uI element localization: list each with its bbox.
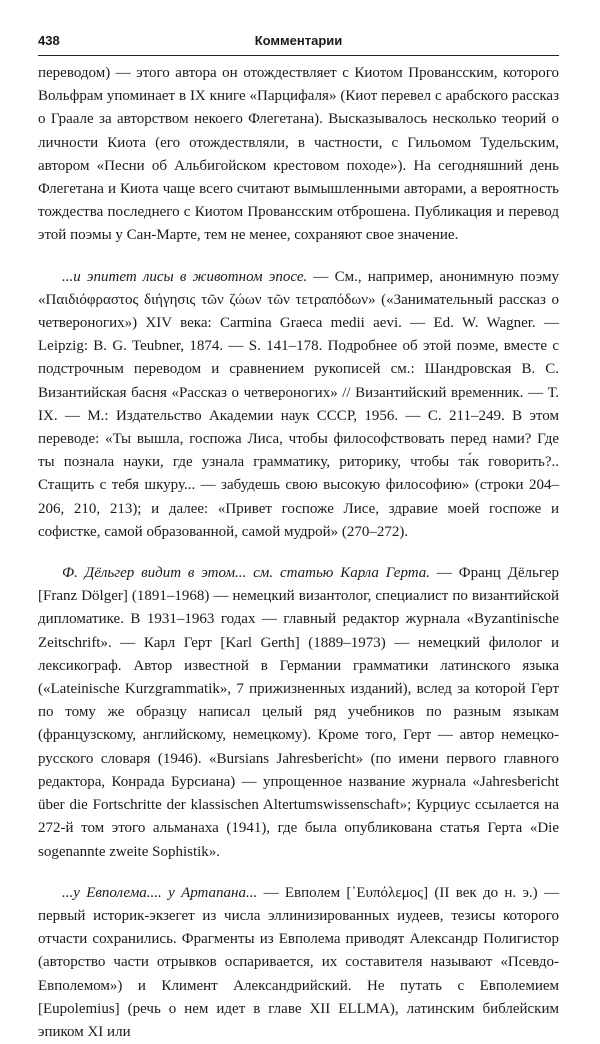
commentary-body xyxy=(38,62,559,1044)
paragraph-text: — Франц Дёльгер [Franz Dölger] (1891–1968) — немецкий византолог, специалист по византийской дипломатике. В 1931–1963 годах — главный редактор журнала «Byzantinische Zeitschrift». — Карл Герт [Karl Gerth] (1889–1973) — немецкий филолог и лексикограф. Автор известной в Германии грамматики латинского языка («Lateinische Kurzgrammatik», 7 прижизненных изданий), вслед за которой Герт по тому же образцу написал целый ряд учебников по разным языкам (французскому, английскому, немецкому). Кроме того, Герт — автор немецко-русского словаря (1946). «Bursians Jahresbericht» (по имени первого главного редактора, Конрада Бурсиана) — упрощенное название журнала «Jahresbericht über die Fortschritte der klassischen Altertumswissenschaft»; Курциус ссылается на 272-й том этого альманаха (1941), где была опубликована статья Герта «Die sogenannte zweite Sophistik». xyxy=(38,565,559,860)
paragraph-3 xyxy=(38,562,559,864)
paragraph-1 xyxy=(38,62,559,248)
header-divider xyxy=(38,55,559,56)
running-title: Комментарии xyxy=(254,33,343,48)
paragraph-text: переводом) — этого автора он отождествляет с Киотом Провансским, которого Вольфрам упоминает в IX книге «Парцифаля» (Киот перевел с арабского рассказ о Граале за авторством некоего Флегетана). Высказывалось несколько теорий о личности Киота (его отождествляли, в частности, с Гильомом Тудельским, автором «Песни об Альбигойском крестовом походе»). На сегодняшний день Флегетана и Киота чаще всего считают вымышленными авторами, а вероятность тождества последнего с Киотом Провансским отброшена. Публикация и перевод этой поэмы у Сан-Марте, тем не менее, сохраняют свое значение. xyxy=(38,65,559,244)
page-header xyxy=(38,33,559,55)
lemma: ...у Евполема.... у Артапана... xyxy=(62,884,258,901)
paragraph-text: — Евполем [᾽Ευπόλεμος] (II век до н. э.) — первый историк-экзегет из числа эллинизированных иудеев, тезисы которого отчасти сохранились. Фрагменты из Евполема приводят Александр Полигистор (авторство части отрывков оспаривается, их составителя называют «Псевдо-Евполемом») и Климент Александрийский. Не путать с Евполемием [Eupolemius] (речь о нем идет в главе XII ELLMA), латинским библейским эпиком XI или xyxy=(38,884,559,1040)
paragraph-2 xyxy=(38,266,559,544)
lemma: Ф. Дёльгер видит в этом... см. статью Карла Герта. xyxy=(62,565,431,582)
page-number: 438 xyxy=(38,33,60,48)
paragraph-4 xyxy=(38,882,559,1044)
lemma: ...и эпитет лисы в животном эпосе. xyxy=(62,268,308,285)
paragraph-text: — См., например, анонимную поэму «Παιδιόφραστος διήγησις τῶν ζώων τῶν τετραπόδων» («Занимательный рассказ о четвероногих») XIV века: Carmina Graeca medii aevi. — Ed. W. Wagner. — Leipzig: B. G. Teubner, 1874. — S. 141–178. Подробнее об этой поэме, вместе с подстрочным переводом и сравнением рукописей см.: Шандровская В. С. Византийская басня «Рассказ о четвероногих» // Византийский временник. — Т. IX. — М.: Издательство Академии наук СССР, 1956. — С. 211–249. В этом переводе: «Ты вышла, госпожа Лиса, чтобы философствовать перед нами? Где ты познала науки, где узнала грамматику, риторику, чтобы та́к говорить?.. Стащить с тебя шкуру... — забудешь свою высокую философию» (строки 204–206, 210, 213); и далее: «Привет госпоже Лисе, здравие моей госпоже и софистке, самой образованной, самой мудрой» (270–272). xyxy=(38,268,559,540)
